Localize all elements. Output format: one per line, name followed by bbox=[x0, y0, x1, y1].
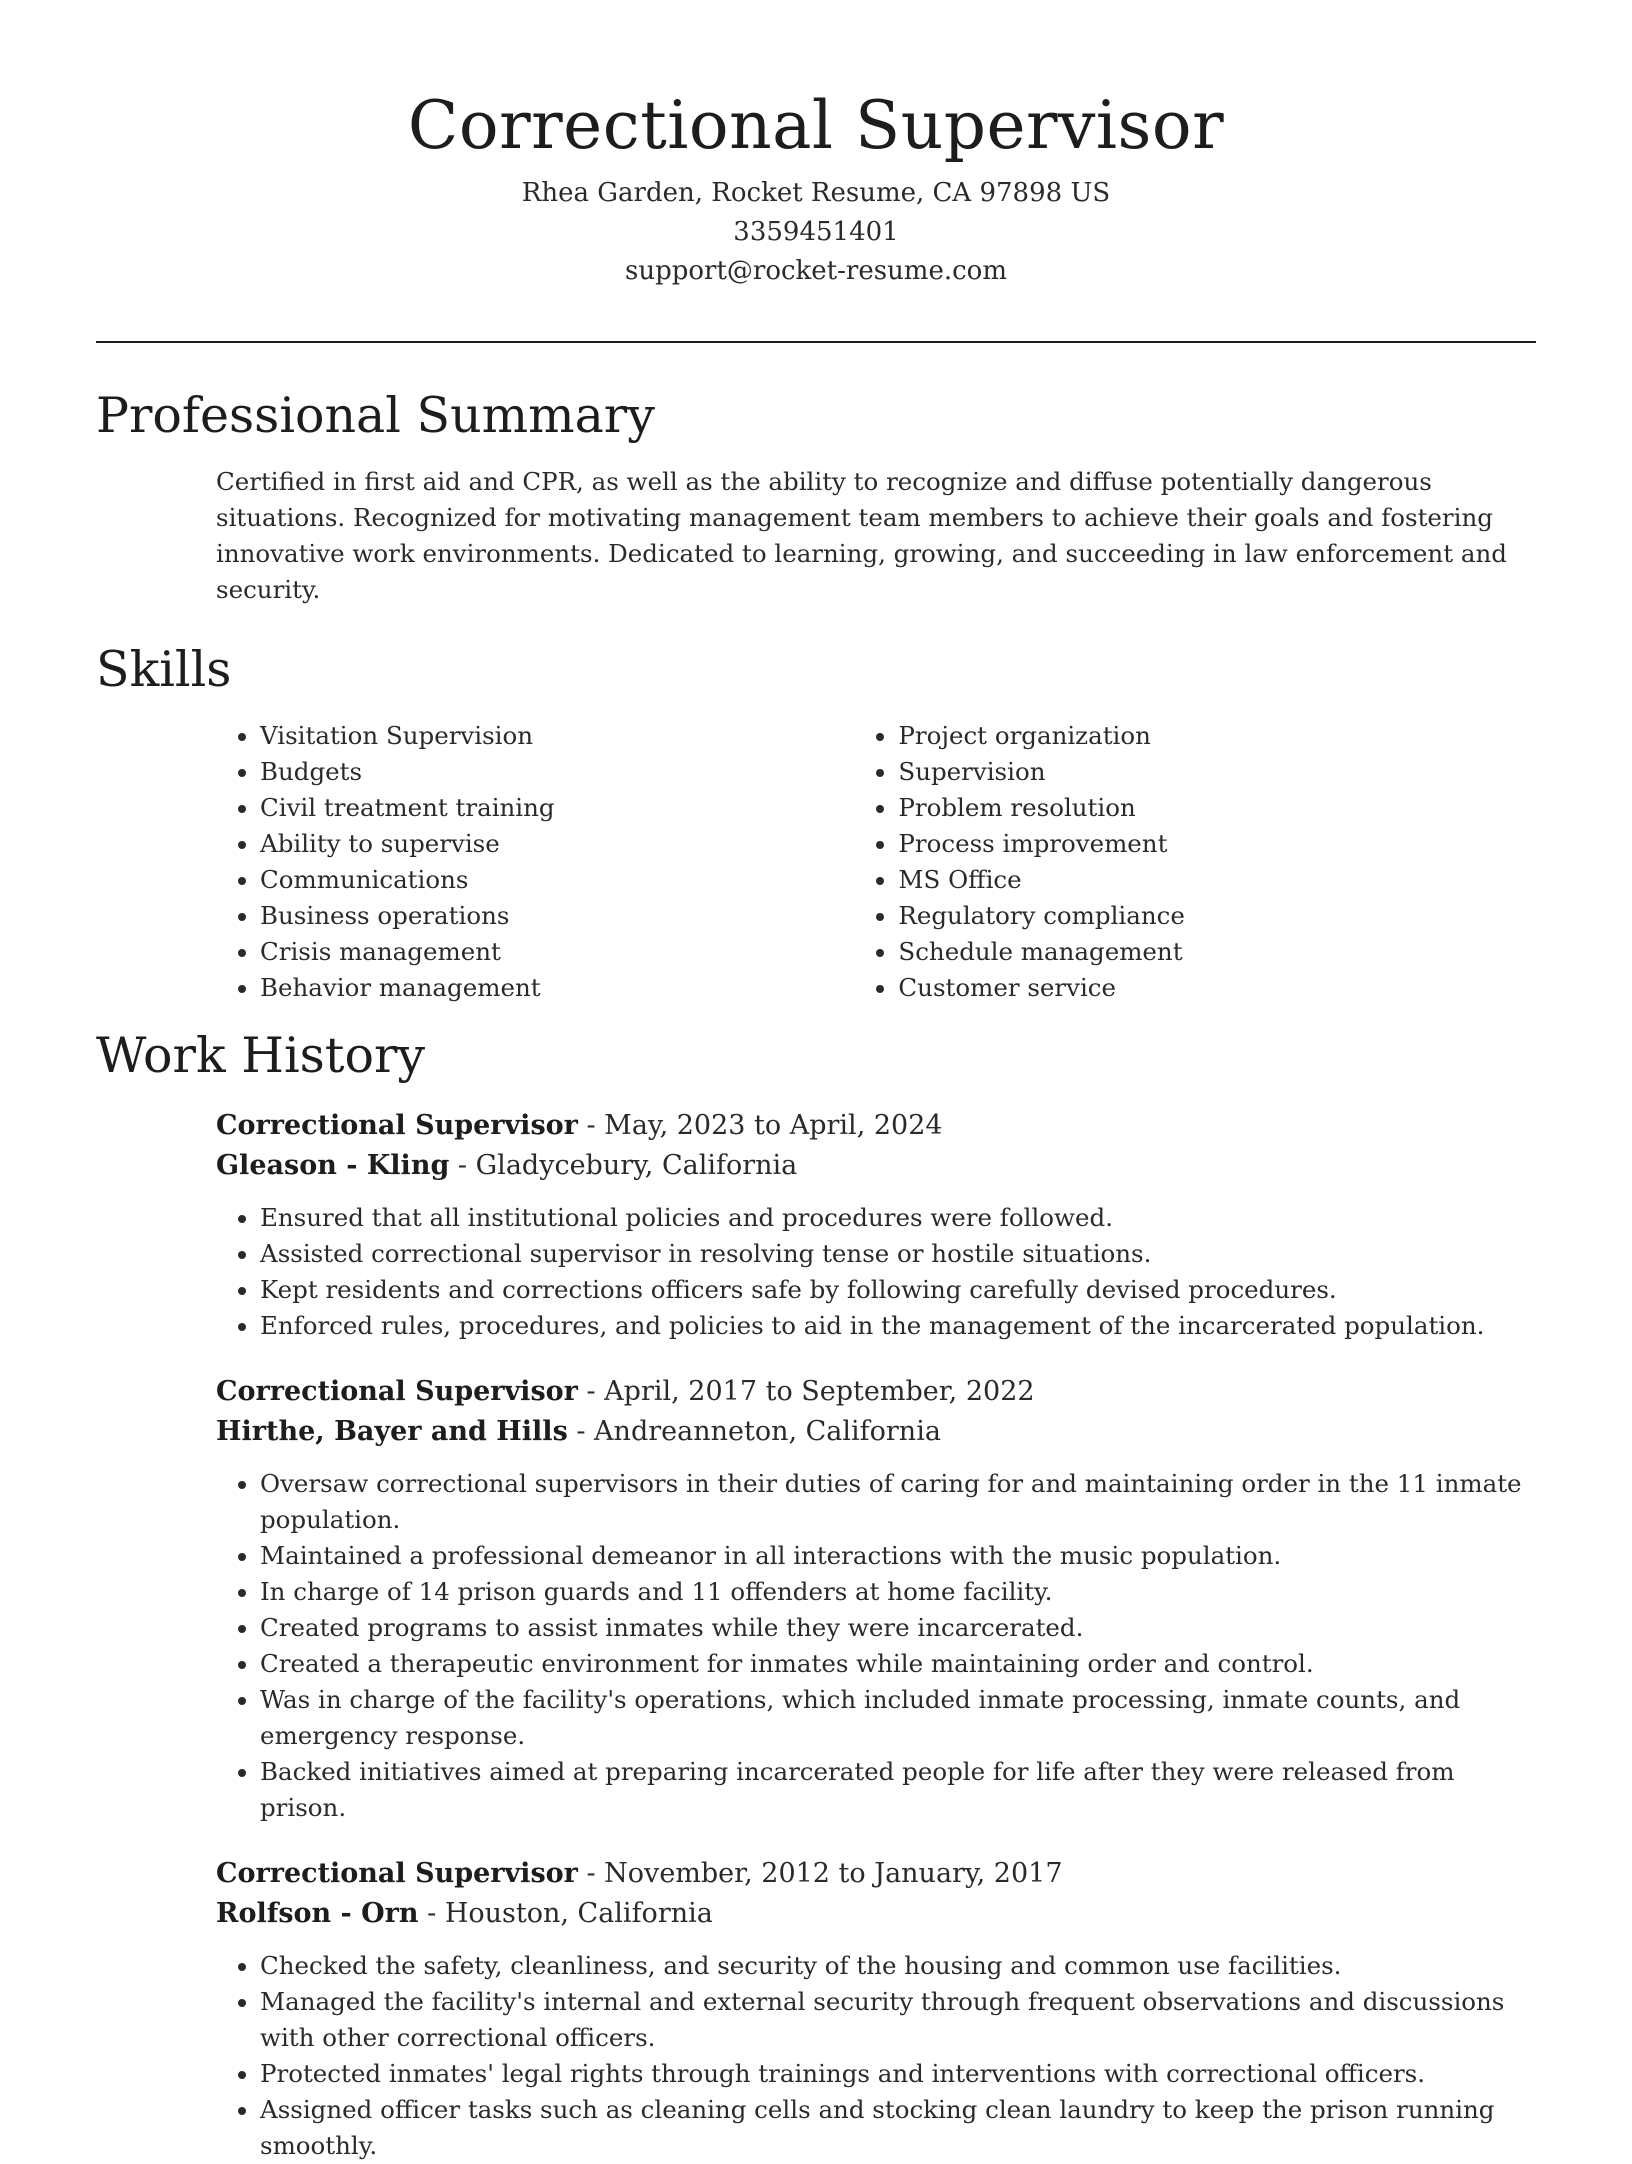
job-bullets bbox=[216, 1948, 1536, 2164]
resume-header bbox=[0, 78, 1632, 291]
job-location: - Andreanneton, California bbox=[567, 1416, 941, 1447]
job-entry bbox=[216, 1854, 1536, 2164]
job-title: Correctional Supervisor bbox=[216, 1858, 578, 1889]
job-company: Gleason - Kling bbox=[216, 1150, 450, 1181]
skills-section bbox=[96, 634, 1536, 1006]
job-bullet: • Oversaw correctional supervisors in their duties of caring for and maintaining order in the 11 inmate population. bbox=[260, 1466, 1536, 1538]
job-title: Correctional Supervisor bbox=[216, 1376, 578, 1407]
skills-column-left bbox=[216, 718, 854, 1006]
skills-column-right bbox=[854, 718, 1536, 1006]
job-company: Hirthe, Bayer and Hills bbox=[216, 1416, 568, 1447]
header-divider bbox=[96, 341, 1536, 343]
job-entry bbox=[216, 1106, 1536, 1344]
job-location: - Gladycebury, California bbox=[449, 1150, 798, 1181]
job-company-line bbox=[216, 1412, 1536, 1452]
skill-item: • Regulatory compliance bbox=[898, 898, 1536, 934]
job-bullet: • Protected inmates' legal rights through trainings and interventions with correctional officers. bbox=[260, 2056, 1536, 2092]
skill-item: • Business operations bbox=[260, 898, 854, 934]
job-title-line bbox=[216, 1854, 1536, 1894]
job-bullet: • Created programs to assist inmates while they were incarcerated. bbox=[260, 1610, 1536, 1646]
job-company: Rolfson - Orn bbox=[216, 1898, 419, 1929]
skill-item: • Supervision bbox=[898, 754, 1536, 790]
skill-item: • Visitation Supervision bbox=[260, 718, 854, 754]
job-entry bbox=[216, 1372, 1536, 1826]
job-company-line bbox=[216, 1146, 1536, 1186]
skill-item: • Customer service bbox=[898, 970, 1536, 1006]
job-dates: - November, 2012 to January, 2017 bbox=[577, 1858, 1063, 1889]
job-title-line bbox=[216, 1106, 1536, 1146]
job-title: Correctional Supervisor bbox=[216, 1110, 578, 1141]
skill-item: • Problem resolution bbox=[898, 790, 1536, 826]
contact-email: support@rocket-resume.com bbox=[624, 256, 1007, 286]
job-company-line bbox=[216, 1894, 1536, 1934]
skill-item: • Communications bbox=[260, 862, 854, 898]
job-bullet: • Enforced rules, procedures, and policies to aid in the management of the incarcerated population. bbox=[260, 1308, 1536, 1344]
skill-item: • Crisis management bbox=[260, 934, 854, 970]
job-dates: - April, 2017 to September, 2022 bbox=[577, 1376, 1035, 1407]
skill-item: • Civil treatment training bbox=[260, 790, 854, 826]
resume-content bbox=[96, 380, 1536, 2164]
skill-item: • Behavior management bbox=[260, 970, 854, 1006]
skill-item: • MS Office bbox=[898, 862, 1536, 898]
job-bullets bbox=[216, 1200, 1536, 1344]
skill-item: • Schedule management bbox=[898, 934, 1536, 970]
job-bullet: • Ensured that all institutional policies and procedures were followed. bbox=[260, 1200, 1536, 1236]
skills-list bbox=[216, 718, 1536, 1006]
job-bullet: • Backed initiatives aimed at preparing incarcerated people for life after they were released from prison. bbox=[260, 1754, 1536, 1826]
summary-heading: Professional Summary bbox=[96, 387, 655, 444]
job-title-line bbox=[216, 1372, 1536, 1412]
skill-item: • Ability to supervise bbox=[260, 826, 854, 862]
job-bullet: • Maintained a professional demeanor in all interactions with the music population. bbox=[260, 1538, 1536, 1574]
skill-item: • Budgets bbox=[260, 754, 854, 790]
candidate-name: Correctional Supervisor bbox=[407, 87, 1225, 164]
contact-phone: 3359451401 bbox=[733, 217, 899, 247]
skill-item: • Project organization bbox=[898, 718, 1536, 754]
contact-address: Rhea Garden, Rocket Resume, CA 97898 US bbox=[521, 178, 1111, 208]
job-location: - Houston, California bbox=[418, 1898, 713, 1929]
job-bullet: • Was in charge of the facility's operations, which included inmate processing, inmate counts, and emergency response. bbox=[260, 1682, 1536, 1754]
job-bullets bbox=[216, 1466, 1536, 1826]
job-bullet: • Created a therapeutic environment for inmates while maintaining order and control. bbox=[260, 1646, 1536, 1682]
job-bullet: • Checked the safety, cleanliness, and security of the housing and common use facilities. bbox=[260, 1948, 1536, 1984]
job-bullet: • Managed the facility's internal and external security through frequent observations and discussions with other correctional officers. bbox=[260, 1984, 1536, 2056]
work-history-heading: Work History bbox=[96, 1027, 426, 1084]
summary-text: Certified in first aid and CPR, as well as the ability to recognize and diffuse potentially dangerous situations. Recognized for motivating management team members to achieve their goals and fostering innovative work environments. Dedicated to learning, growing, and succeeding in law enforcement and security. bbox=[216, 467, 1507, 604]
skills-heading: Skills bbox=[96, 641, 232, 698]
work-history-section bbox=[96, 1020, 1536, 2164]
job-bullet: • In charge of 14 prison guards and 11 offenders at home facility. bbox=[260, 1574, 1536, 1610]
job-bullet: • Assigned officer tasks such as cleaning cells and stocking clean laundry to keep the prison running smoothly. bbox=[260, 2092, 1536, 2164]
job-bullet: • Kept residents and corrections officers safe by following carefully devised procedures. bbox=[260, 1272, 1536, 1308]
summary-section bbox=[96, 380, 1536, 608]
job-bullet: • Assisted correctional supervisor in resolving tense or hostile situations. bbox=[260, 1236, 1536, 1272]
job-dates: - May, 2023 to April, 2024 bbox=[577, 1110, 943, 1141]
skill-item: • Process improvement bbox=[898, 826, 1536, 862]
